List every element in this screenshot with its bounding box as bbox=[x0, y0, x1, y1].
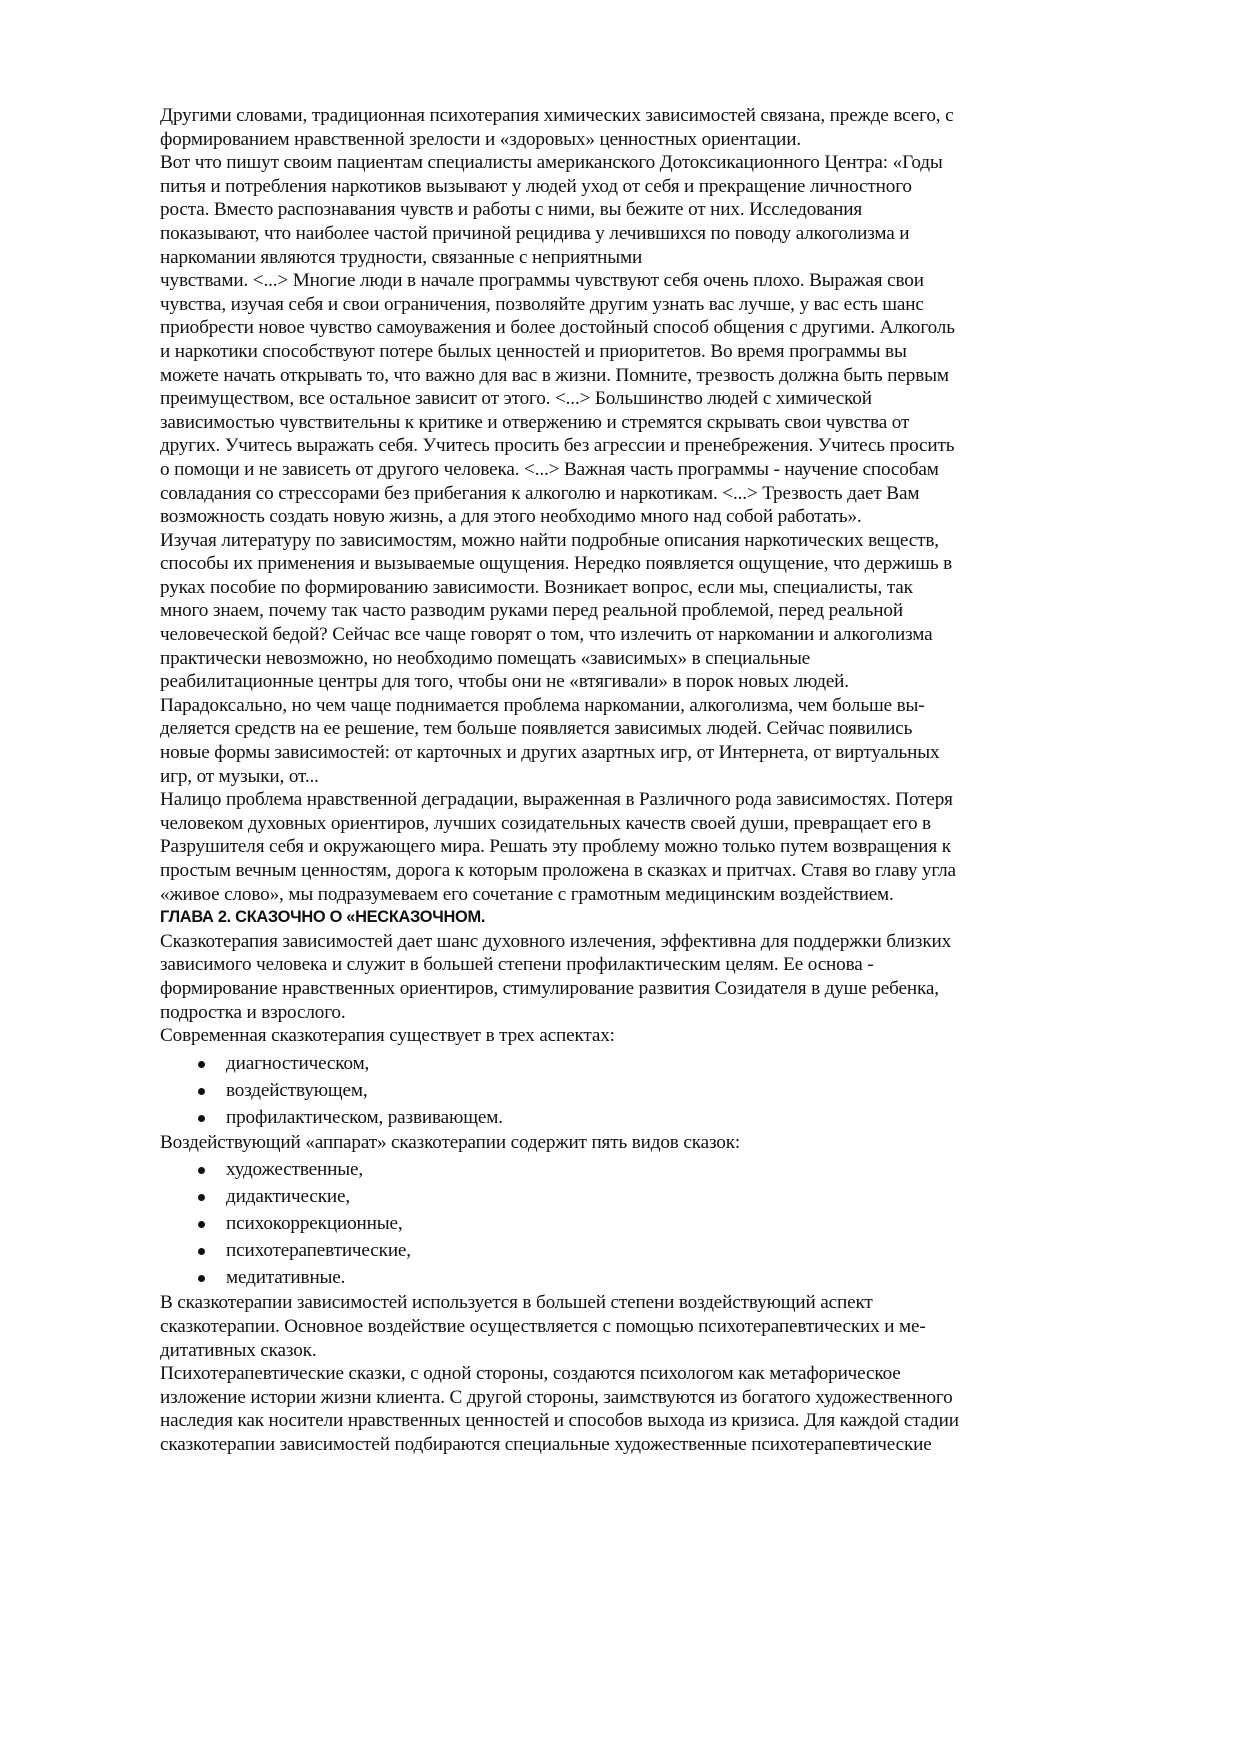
text-line: приобрести новое чувство самоуважения и более достойный способ общения с другими. Алкоголь bbox=[160, 317, 955, 339]
text-line: «живое слово», мы подразумеваем его сочетание с грамотным медицинским воздействием. bbox=[160, 883, 894, 905]
text-line: практически невозможно, но необходимо помещать «зависимых» в специальные bbox=[160, 647, 811, 669]
list-item-text: психотерапевтические, bbox=[226, 1240, 411, 1262]
text-line: Изучая литературу по зависимостям, можно найти подробные описания наркотических веществ, bbox=[160, 529, 939, 551]
bullet-icon bbox=[198, 1248, 205, 1255]
tales-list bbox=[160, 1154, 1040, 1291]
tales-intro: Воздействующий «аппарат» сказкотерапии содержит пять видов сказок: bbox=[160, 1131, 741, 1153]
text-line: новые формы зависимостей: от карточных и других азартных игр, от Интернета, от виртуальных bbox=[160, 742, 940, 764]
text-line: формированием нравственной зрелости и «здоровых» ценностных ориентации. bbox=[160, 128, 801, 150]
paragraph bbox=[160, 788, 1040, 906]
list-item-text: профилактическом, развивающем. bbox=[226, 1106, 503, 1128]
text-line: других. Учитесь выражать себя. Учитесь просить без агрессии и пренебрежения. Учитесь просить bbox=[160, 435, 955, 457]
text-line: человеческой бедой? Сейчас все чаще говорят о том, что излечить от наркомании и алкоголизма bbox=[160, 624, 933, 646]
bullet-icon bbox=[198, 1221, 205, 1228]
list-item-text: воздействующем, bbox=[226, 1079, 368, 1101]
text-line: В сказкотерапии зависимостей используется в большей степени воздействующий аспект bbox=[160, 1292, 873, 1314]
text-line: способы их применения и вызываемые ощущения. Нередко появляется ощущение, что держишь в bbox=[160, 553, 953, 575]
aspects-intro: Современная сказкотерапия существует в трех аспектах: bbox=[160, 1025, 615, 1047]
text-line: чувствами. <...> Многие люди в начале программы чувствуют себя очень плохо. Выражая свои bbox=[160, 270, 924, 292]
list-item bbox=[160, 1050, 1040, 1077]
text-line: Другими словами, традиционная психотерапия химических зависимостей связана, прежде всего, с bbox=[160, 105, 954, 126]
list-item bbox=[160, 1077, 1040, 1104]
list-item-text: художественные, bbox=[226, 1159, 363, 1181]
list-item bbox=[160, 1210, 1040, 1237]
paragraph bbox=[160, 104, 1040, 151]
text-line: дитативных сказок. bbox=[160, 1339, 317, 1361]
list-item-text: психокоррекционные, bbox=[226, 1213, 403, 1235]
text-line: чувства, изучая себя и свои ограничения, позволяйте другим узнать вас лучше, у вас есть шанс bbox=[160, 293, 924, 315]
text-line: простым вечным ценностям, дорога к которым проложена в сказках и притчах. Ставя во главу угла bbox=[160, 860, 956, 881]
text-line: изложение истории жизни клиента. С другой стороны, заимствуются из богатого художественного bbox=[160, 1386, 953, 1408]
text-line: преимуществом, все остальное зависит от этого. <...> Большинство людей с химической bbox=[160, 388, 872, 410]
list-item-text: диагностическом, bbox=[226, 1052, 370, 1074]
paragraph bbox=[160, 930, 1040, 1024]
text-line: Налицо проблема нравственной деградации, выраженная в Различного рода зависимостях. Потеря bbox=[160, 789, 953, 811]
bullet-icon bbox=[198, 1061, 205, 1068]
list-item bbox=[160, 1156, 1040, 1183]
bullet-icon bbox=[198, 1115, 205, 1122]
text-line: Парадоксально, но чем чаще поднимается проблема наркомании, алкоголизма, чем больше вы- bbox=[160, 694, 925, 716]
text-line: зависимого человека и служит в большей степени профилактическим целям. Ее основа - bbox=[160, 954, 874, 976]
text-line: можете начать открывать то, что важно для вас в жизни. Помните, трезвость должна быть первым bbox=[160, 364, 949, 386]
text-line: и наркотики способствуют потере былых ценностей и приоритетов. Во время программы вы bbox=[160, 340, 907, 362]
text-line: наследия как носители нравственных ценностей и способов выхода из кризиса. Для каждой стадии bbox=[160, 1410, 959, 1432]
text-line: питья и потребления наркотиков вызывают у людей уход от себя и прекращение личностного bbox=[160, 175, 912, 197]
text-line: подростка и взрослого. bbox=[160, 1001, 346, 1023]
text-line: Психотерапевтические сказки, с одной стороны, создаются психологом как метафорическое bbox=[160, 1363, 901, 1385]
text-line: возможность создать новую жизнь, а для этого необходимо много над собой работать». bbox=[160, 506, 862, 528]
aspects-list bbox=[160, 1048, 1040, 1131]
text-line: реабилитационные центры для того, чтобы они не «втягивали» в порок новых людей. bbox=[160, 671, 849, 693]
list-item-text: дидактические, bbox=[226, 1186, 350, 1208]
bullet-icon bbox=[198, 1088, 205, 1095]
chapter-heading: ГЛАВА 2. СКАЗОЧНО О «НЕСКАЗОЧНОМ. bbox=[160, 908, 486, 927]
text-line: зависимостью чувствительны к критике и отвержению и стремятся скрывать свои чувства от bbox=[160, 411, 910, 433]
text-line: роста. Вместо распознавания чувств и работы с ними, вы бежите от них. Исследования bbox=[160, 199, 863, 221]
text-line: Вот что пишут своим пациентам специалисты американского Дотоксикационного Центра: «Годы bbox=[160, 152, 943, 174]
text-line: показывают, что наиболее частой причиной рецидива у лечившихся по поводу алкоголизма и bbox=[160, 222, 910, 244]
paragraph bbox=[160, 1362, 1040, 1456]
text-line: Сказкотерапия зависимостей дает шанс духовного излечения, эффективна для поддержки близких bbox=[160, 930, 952, 952]
text-line: наркомании являются трудности, связанные с неприятными bbox=[160, 246, 643, 268]
bullet-icon bbox=[198, 1167, 205, 1174]
text-line: совладания со стрессорами без прибегания к алкоголю и наркотикам. <...> Трезвость дает Вам bbox=[160, 482, 920, 504]
text-line: о помощи и не зависеть от другого человека. <...> Важная часть программы - научение способам bbox=[160, 458, 939, 480]
paragraph bbox=[160, 694, 1040, 788]
bullet-icon bbox=[198, 1275, 205, 1282]
text-line: деляется средств на ее решение, тем больше появляется зависимых людей. Сейчас появились bbox=[160, 718, 913, 740]
document-page bbox=[160, 104, 1040, 1457]
text-line: руках пособие по формированию зависимости. Возникает вопрос, если мы, специалисты, так bbox=[160, 576, 913, 598]
list-item bbox=[160, 1104, 1040, 1131]
text-line: формирование нравственных ориентиров, стимулирование развития Созидателя в душе ребенка, bbox=[160, 977, 939, 999]
text-line: сказкотерапии зависимостей подбираются специальные художественные психотерапевтические bbox=[160, 1433, 932, 1455]
text-line: человеком духовных ориентиров, лучших созидательных качеств своей души, превращает его в bbox=[160, 812, 931, 834]
list-item-text: медитативные. bbox=[226, 1267, 346, 1289]
list-item bbox=[160, 1237, 1040, 1264]
text-line: много знаем, почему так часто разводим руками перед реальной проблемой, перед реальной bbox=[160, 600, 903, 622]
paragraph bbox=[160, 1291, 1040, 1362]
text-line: игр, от музыки, от... bbox=[160, 765, 319, 787]
paragraph bbox=[160, 529, 1040, 694]
paragraph bbox=[160, 151, 1040, 529]
list-item bbox=[160, 1264, 1040, 1291]
bullet-icon bbox=[198, 1194, 205, 1201]
text-line: сказкотерапии. Основное воздействие осуществляется с помощью психотерапевтических и ме- bbox=[160, 1315, 926, 1337]
text-line: Разрушителя себя и окружающего мира. Решать эту проблему можно только путем возвращения к bbox=[160, 836, 951, 858]
list-item bbox=[160, 1183, 1040, 1210]
